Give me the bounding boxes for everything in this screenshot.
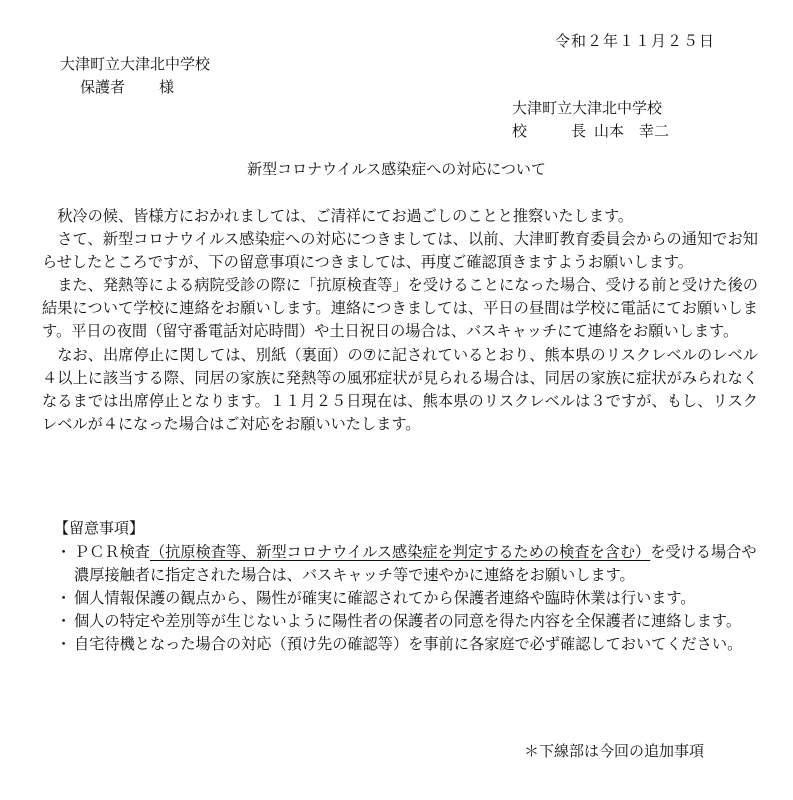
document-title: 新型コロナウイルス感染症への対応について xyxy=(247,160,546,178)
note-bullet: ・ xyxy=(56,612,72,631)
note-text: 自宅待機となった場合の対応（預け先の確認等）を事前に各家庭で必ず確認しておいてください。 xyxy=(74,635,743,654)
note-item xyxy=(56,633,760,656)
note-text: 個人の特定や差別等が生じないように陽性者の保護者の同意を得た内容を全保護者に連絡します。 xyxy=(74,612,742,631)
body-paragraph: 秋冷の候、皆様方におかれましては、ご清祥にてお過ごしのことと推察いたします。 xyxy=(57,207,634,225)
note-item xyxy=(56,610,760,633)
note-item xyxy=(56,587,760,610)
body-paragraph: なお、出席停止に関しては、別紙（裏面）の⑦に記されているとおり、熊本県のリスクレベルのレベル４以上に該当する際、同居の家族に発熱等の風邪症状が見られる場合は、同居の家族に症状がみられなくなるまでは出席停止となります。１１月２５日現在は、熊本県のリスクレベルは３ですが、もし、リスクレベルが４になった場合はご対応をお願いいたします。 xyxy=(42,345,758,433)
note-text: 個人情報保護の観点から、陽性が確実に確認されてから保護者連絡や臨時休業は行います。 xyxy=(74,589,696,608)
issue-date: 令和２年１１月２５日 xyxy=(555,32,716,50)
recipient-parent: 保護者 xyxy=(80,78,126,96)
recipient-line xyxy=(80,76,174,98)
note-text: を受ける場合や濃厚接触者に指定された場合は、バスキャッチ等で速やかに連絡をお願いします。 xyxy=(74,543,757,585)
sender-school: 大津町立大津北中学校 xyxy=(512,99,663,117)
sender-line xyxy=(512,120,669,142)
footnote: ＊下線部は今回の追加事項 xyxy=(524,742,705,760)
body-paragraph: また、発熱等による病院受診の際に「抗原検査等」を受けることになった場合、受ける前と受けた後の結果について学校に連絡をお願いします。連絡につきましては、平日の昼間は学校に電話にてお願いします。平日の夜間（留守番電話対応時間）や土日祝日の場合は、バスキャッチにて連絡をお願いします。 xyxy=(42,276,758,341)
sender-name: 山本 幸二 xyxy=(594,122,670,140)
note-underlined-text: （抗原検査等、新型コロナウイルス感染症を判定するための検査を含む） xyxy=(149,543,651,561)
note-text: ＰＣＲ検査 xyxy=(74,543,150,561)
sender-title-char1: 校 xyxy=(512,122,528,140)
recipient-honorific: 様 xyxy=(159,78,175,96)
note-bullet: ・ xyxy=(56,589,72,608)
sender-title-char2: 長 xyxy=(571,122,587,140)
recipient-school: 大津町立大津北中学校 xyxy=(60,55,211,73)
body-paragraph: さて、新型コロナウイルス感染症への対応につきましては、以前、大津町教育委員会からの通知でお知らせしたところですが、下の留意事項につきましては、再度ご確認頂きますようお願いします。 xyxy=(42,230,758,272)
document-body xyxy=(42,205,758,436)
notes-list xyxy=(56,541,760,656)
notes-heading: 【留意事項】 xyxy=(54,519,145,537)
note-bullet: ・ xyxy=(56,635,72,654)
note-bullet: ・ xyxy=(56,543,72,561)
note-item xyxy=(56,541,760,587)
